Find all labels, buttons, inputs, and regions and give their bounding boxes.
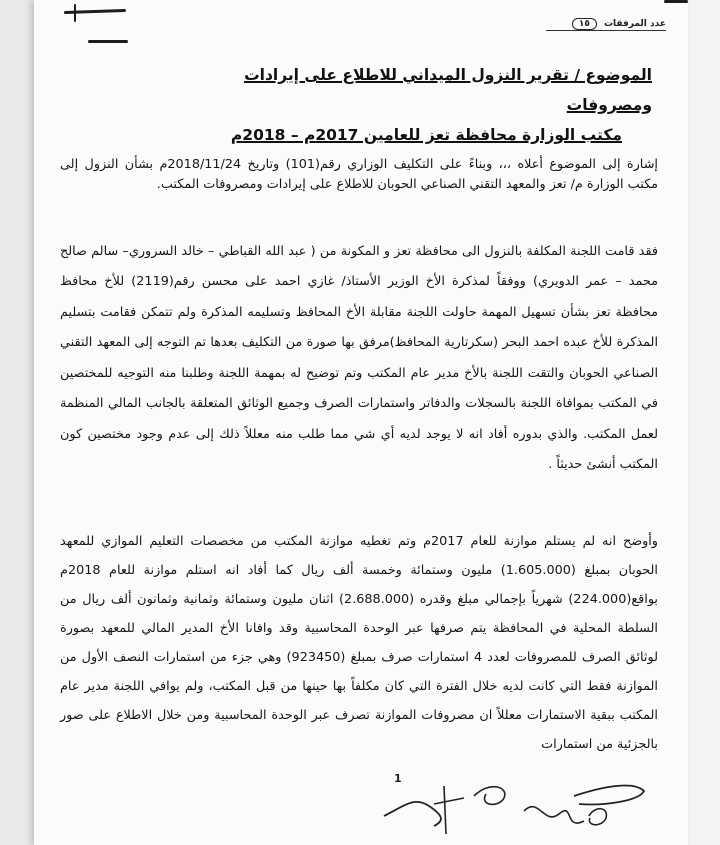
subject-line-2: مكتب الوزارة محافظة تعز للعامين 2017م – 2018م bbox=[230, 126, 622, 144]
signature-stroke bbox=[434, 786, 464, 834]
corner-mark bbox=[74, 4, 76, 22]
signature-stroke bbox=[589, 809, 606, 825]
signature-stroke bbox=[524, 807, 584, 823]
subject-line-1: تقرير النزول الميداني للاطلاع على إيرادات ومصروفات bbox=[244, 66, 652, 114]
signatures bbox=[374, 776, 654, 836]
paragraph-1: إشارة إلى الموضوع أعلاه ،،، وبناءً على التكليف الوزاري رقم(101) وتاريخ 2018/11/24م بشأن النزول إلى مكتب الوزارة م/ تعز والمعهد التقني الصناعي الحوبان للاطلاع على إيرادات ومصروفات المكتب. bbox=[60, 156, 658, 192]
subject-heading bbox=[154, 60, 652, 150]
paragraph-2: فقد قامت اللجنة المكلفة بالنزول الى محافظة تعز و المكونة من ( عبد الله القباطي – خالد السروري– سالم صالح محمد – عمر الدويري) ووفقاً لمذكرة الأخ الوزير الأستاذ/ غازي احمد على محسن رقم(2119) للأخ محافظ محافظة تعز بشأن تسهيل المهمة حاولت اللجنة مقابلة الأخ المحافظ وتسليمه المذكرة ولم تتمكن فقامت بتسليم المذكرة للأخ عبده احمد البحر (سكرتارية المحافظ)مرفق بها صورة من التكليف بعدها تم التوجه إلى المعهد التقني الصناعي الحوبان والتقت اللجنة بالأخ مدير عام المكتب وتم توضيح له بمهمة اللجنة وطلبنا منه التوجيه للمختصين في المكتب بموافاة اللجنة بالسجلات والدفاتر واستمارات الصرف وجميع الوثائق المتعلقة بالجانب المالي المنظمة لعمل المكتب. والذي بدوره أفاد انه لا يوجد لديه أي شي مما طلب منه معللاً ذلك إلى عدم وجود مختصين كون المكتب أنشئ حديثاً . bbox=[60, 243, 658, 473]
paragraph-3: وأوضح انه لم يستلم موازنة للعام 2017م وتم تغطيه موازنة المكتب من مخصصات التعليم الموازي للمعهد الحوبان بمبلغ (1.605.000) مليون وستمائة وخمسة ألف ريال كما أفاد انه استلم موازنة للعام 2018م بواقع(224.000) شهرياً بإجمالي مبلغ وقدره (2.688.000) اثنان مليون وستمائة وثمانية وثمانون ألف ريال من السلطة المحلية في المحافظة يتم صرفها عبر الوحدة المحاسبية وقد وافانا الأخ المدير المالي للمعهد بصورة لوثائق الصرف للمصروفات لعدد 4 استمارات صرف بمبلغ (923450) وهي جزء من استمارات النصف الأول من الموازنة فقط التي كانت لديه خلال الفترة التي كان مكلفاً بها حينها من قبل المكتب، ولم يوافي اللجنة مدير عام المكتب ببقية الاستمارات معللاً ان مصروفات الموازنة تصرف عبر الوحدة المحاسبية ومن خلال الاطلاع على صور بالجزئية من استمارات bbox=[60, 533, 659, 752]
page-number: 1 bbox=[394, 772, 402, 785]
corner-mark bbox=[664, 0, 688, 3]
ref-label: عدد المرفقات bbox=[604, 19, 666, 29]
document-page bbox=[34, 0, 688, 845]
attachments-reference bbox=[546, 18, 666, 31]
corner-mark bbox=[88, 40, 128, 43]
signature-stroke bbox=[574, 786, 644, 805]
signature-stroke bbox=[474, 787, 505, 805]
signature-stroke bbox=[384, 802, 441, 826]
background-strip bbox=[688, 0, 720, 845]
ref-value: ١٥ bbox=[572, 18, 597, 30]
subject-label: الموضوع / bbox=[569, 66, 652, 84]
